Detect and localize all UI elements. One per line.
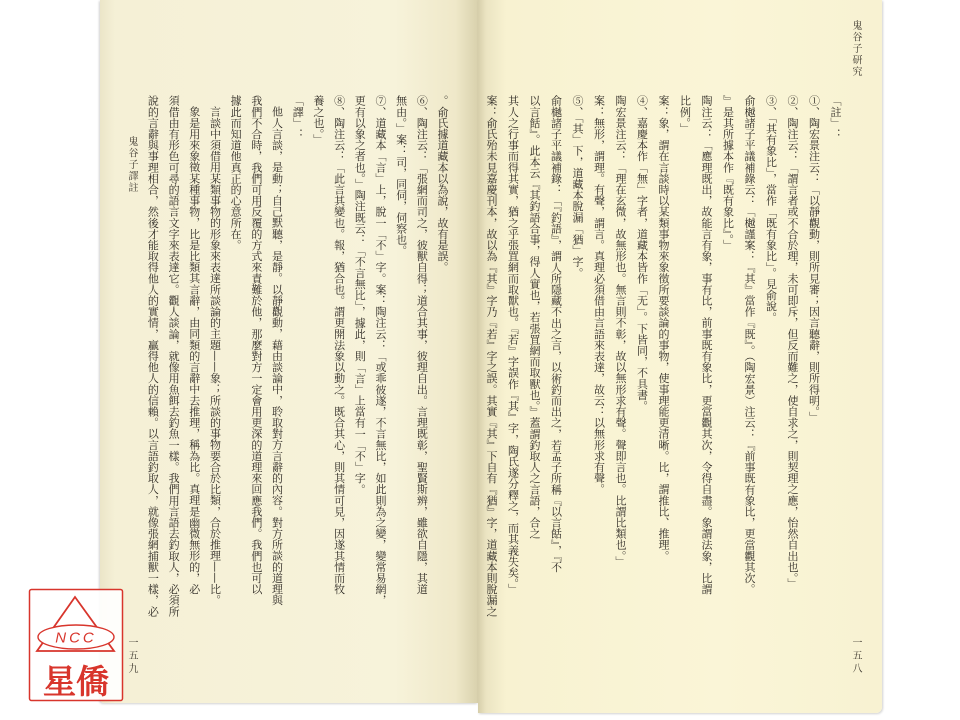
note-column: ②、陶注云：「謂言者或不合於理，未可即斥，但反而難之，使自求之，則契理之應，怡然自出也。」 — [786, 95, 799, 589]
note-column: ⑧、陶注云：「此言其變也。報，猶合也。謂更開法象以動之。既合其心，則其情可見，因遂其情而牧 — [332, 95, 346, 595]
note-column: ⑥、陶注云：「張網而司之，彼獸自得；道合其事，彼理自出。言理既彰，聖賢斯辨，雖欲自隱，其道 — [415, 95, 429, 595]
note-column: 』是其所據本作『既有象比』。」 — [721, 95, 735, 251]
note-column: ①、陶宏景注云：「以靜觀動，則所見審；因言聽辭，則所得明。」 — [807, 95, 821, 423]
note-column: ⑤、「其」下，道藏本脫漏「猶」字。 — [571, 95, 584, 279]
logo-name-text: 星僑 — [43, 662, 109, 701]
note-column: 比例。」 — [678, 95, 692, 134]
note-column: 案：俞氏殆未見嘉慶刊本，故以為『其』字乃『若』字之誤。其實『其』下自有『猶』字，道藏本則脫漏之 — [485, 95, 498, 617]
translation-column: 據此而知道他真正的心意所在。 — [229, 95, 243, 251]
note-column: 陶注云：「應理既出，故能言有象，事有比，前事既有象比，更當觀其次，令得自盡。象謂法象，比謂 — [700, 95, 713, 595]
running-head: 鬼谷子研究 — [850, 20, 861, 78]
note-column: 案：無形，謂理。有聲，謂言。真理必須借由言語來表達，故云：以無形求有聲。 — [592, 95, 606, 495]
note-column: 更有以象之者也。」陶注既云：「不言無比」，據此，則「言」上當有一「不」字。 — [353, 95, 367, 495]
translation-heading: 「譯」： — [291, 95, 305, 140]
note-column: ③、「其有象比」，當作「既有象比」。見俞說。 — [764, 95, 778, 323]
note-column: ④、嘉慶本作「無」字者，道藏本皆作「无」。下皆同，不具書。 — [635, 95, 649, 412]
right-page-text — [480, 95, 846, 655]
logo-latin-text: NCC — [55, 629, 97, 647]
note-column: 養之也。」 — [311, 95, 325, 145]
note-column: 俞樾諸子平議補錄：「『釣語』，謂人所隱藏不出之言，以術釣而出之，若孟子所稱『以言餂』，『不 — [549, 95, 563, 573]
note-column: 以言餂』。此本云『其釣語合事，得人實也，若張罝網而取獸也。』蓋謂釣取人之言語，合之 — [528, 95, 541, 540]
notes-heading: 「註」： — [829, 95, 842, 140]
note-column: 。俞氏據道藏本以為說，故有是誤。 — [436, 95, 449, 273]
page-number: 一五八 — [850, 637, 861, 676]
running-head: 鬼谷子譯註 — [126, 136, 137, 194]
watermark-logo — [28, 588, 124, 702]
note-column: 俞樾諸子平議補錄云：「樾謹案：『其』當作『既』。（陶宏景）注云：『前事既有象比，更當觀其次。 — [743, 95, 756, 595]
left-page-text — [141, 95, 452, 655]
translation-column: 言談中須借用某類事物的形象來表達所談論的主題——象；所談的事物要合於比類，合於推理——比。 — [208, 106, 222, 606]
note-column: 無由。」案：司，同伺，伺察也。 — [394, 95, 408, 256]
translation-column: 說的言辭與事理相合，然後才能取得他人的實情，贏得他人的信賴。以言語釣取人，就像張網捕獸一樣，必 — [146, 95, 160, 617]
page-number: 一五九 — [126, 637, 137, 676]
translation-column: 須借由有形色可尋的語言文字來表達它。觀人談論，就像用魚餌去釣魚一樣。我們用言語去釣取人，必須所 — [167, 95, 181, 617]
note-column: 陶宏景注云：「理在玄微，故無形也。無言則不彰，故以無形求有聲。聲即言也。比謂比類也。」 — [614, 95, 627, 567]
translation-column: 我們不合時，我們可用反覆的方式來責難於他，那麼對方一定會用更深的道理來回應我們。我們也可以 — [249, 95, 263, 595]
translation-column: 象是用來象徵某種事物，比是比類其言辭，由同類的言辭中去推理，稱為比。真理是幽微無形的，必 — [187, 106, 201, 595]
note-column: 案：象，謂在言談時以某類事物來象徵所要談論的事物，使事理能更清晰。比，謂推比、推理。 — [657, 95, 670, 562]
translation-column: 他人言談，是動；自己默聽，是靜。以靜觀動，藉由談論中，聆取對方言辭的內容。對方所談的道理與 — [270, 106, 284, 606]
note-column: ⑦、道藏本「言」上，脫一「不」字。案：陶注云：「或乖彼遂，不言無比，如此則為之變，變常易網， — [373, 95, 387, 606]
note-column: 其人之行事而得其實，猶之乎張罝網而取獸也。『若』字誤作『其』字，陶氏遂分釋之，而其義失矣。」 — [506, 95, 520, 595]
